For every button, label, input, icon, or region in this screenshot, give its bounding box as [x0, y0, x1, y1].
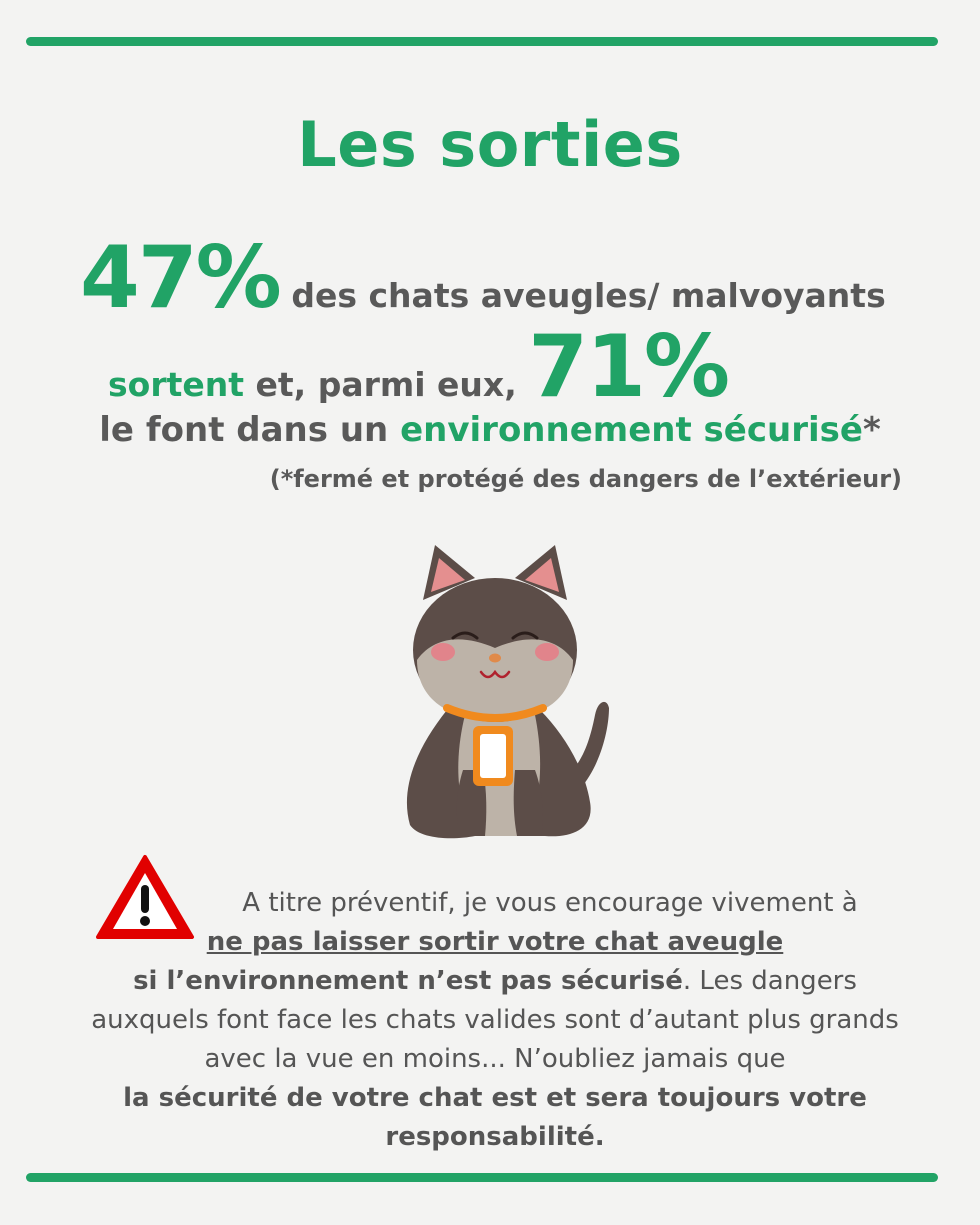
footnote: (*fermé et protégé des dangers de l’extérieur)	[269, 465, 902, 493]
stat-sortent: sortent	[108, 365, 245, 404]
cat-illustration	[395, 540, 625, 845]
bottom-divider	[26, 1173, 938, 1182]
warning-intro: A titre préventif, je vous encourage vivement à	[242, 888, 858, 918]
stat-line-3	[0, 410, 980, 450]
stat-percent-71: 71%	[528, 317, 729, 417]
stat-environment: environnement sécurisé	[400, 410, 863, 450]
stat-asterisk: *	[862, 410, 881, 450]
stat-line-2-text: et, parmi eux,	[255, 365, 517, 404]
warning-text-2: . Les dangers auxquels font face les chats valides sont d’autant plus grands avec la vue en moins... N’oubliez jamais que	[91, 966, 899, 1074]
stat-line-2	[108, 317, 728, 417]
warning-underlined: ne pas laisser sortir votre chat aveugle	[206, 927, 784, 957]
top-divider	[26, 37, 938, 46]
warning-bold-1: si l’environnement n’est pas sécurisé	[133, 966, 683, 996]
warning-bold-2: la sécurité de votre chat est et sera toujours votre responsabilité.	[123, 1083, 867, 1152]
page-title: Les sorties	[297, 108, 683, 181]
warning-paragraph	[90, 884, 900, 1157]
stat-percent-47: 47%	[80, 228, 280, 328]
stat-line-1-text: des chats aveugles/ malvoyants	[291, 276, 886, 315]
stat-line-3-text: le font dans un	[99, 410, 389, 450]
stat-line-1	[80, 228, 886, 328]
